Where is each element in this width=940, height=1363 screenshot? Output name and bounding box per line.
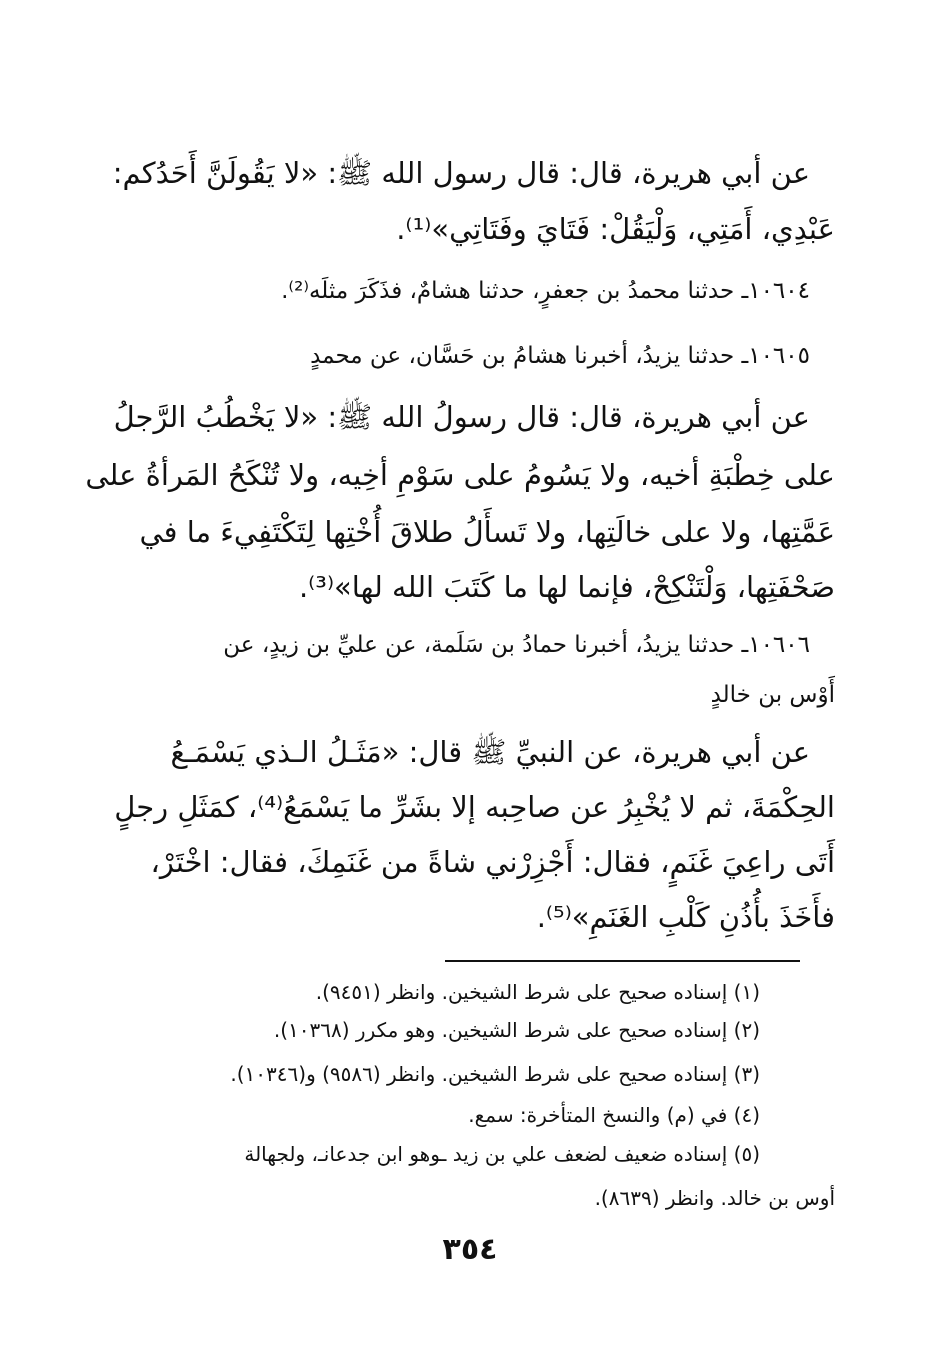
- page-number: ٣٥٤: [442, 1232, 498, 1267]
- text-line: عَمَّتِها، ولا على خالَتِها، ولا تَسأَلُ طلاقَ أُخْتِها لِتَكْتَفِيءَ ما في: [139, 515, 835, 549]
- text-line: عَبْدِي، أَمَتِي، وَلْيَقُلْ: فَتَايَ وفَتَاتِي»⁽¹⁾.: [396, 212, 835, 246]
- text-line: عن أبي هريرة، قال: قال رسولُ الله ﷺ: «لا يَخْطُبُ الرَّجلُ: [113, 400, 810, 434]
- text-line: على خِطْبَةِ أخيه، ولا يَسُومُ على سَوْمِ أخِيه، ولا تُنْكَحُ المَرأةُ على: [85, 458, 835, 492]
- hadith-isnad-10606: ١٠٦٠٦ـ حدثنا يزيدُ، أخبرنا حمادُ بن سَلَمة، عن عليِّ بن زيدٍ، عن: [223, 632, 810, 658]
- footnote-5: (٥) إسناده ضعيف لضعف علي بن زيد ـوهو ابن جدعانـ، ولجهالة: [244, 1142, 760, 1166]
- text-line: أَتَى راعِيَ غَنَمٍ، فقال: أَجْزِرْني شاةً من غَنَمِكَ، فقال: اخْتَرْ،: [150, 845, 835, 879]
- hadith-isnad-10604: ١٠٦٠٤ـ حدثنا محمدُ بن جعفرٍ، حدثنا هشامٌ، فذَكَرَ مثلَه⁽²⁾.: [281, 278, 810, 304]
- text-line: أَوْس بن خالدٍ: [710, 682, 835, 708]
- footnote-2: (٢) إسناده صحيح على شرط الشيخين. وهو مكرر (١٠٣٦٨).: [273, 1018, 760, 1042]
- footnote-1: (١) إسناده صحيح على شرط الشيخين. وانظر (٩٤٥١).: [315, 980, 760, 1004]
- hadith-isnad-10605: ١٠٦٠٥ـ حدثنا يزيدُ، أخبرنا هشامُ بن حَسَّان، عن محمدٍ: [310, 343, 810, 369]
- text-line: الحِكْمَةَ، ثم لا يُخْبِرُ عن صاحِبه إلا بشَرِّ ما يَسْمَعُ⁽⁴⁾، كمَثَلِ رجلٍ: [114, 790, 835, 824]
- text-line: عن أبي هريرة، قال: قال رسول الله ﷺ: «لا يَقُولَنَّ أَحَدُكم:: [112, 156, 810, 190]
- text-line: فأَخَذَ بأُذُنِ كَلْبِ الغَنَمِ»⁽⁵⁾.: [536, 900, 835, 934]
- text-line: صَحْفَتِها، وَلْتَنْكِحْ، فإنما لها ما كَتَبَ الله لها»⁽³⁾.: [298, 570, 835, 604]
- footnote-divider: [445, 960, 800, 962]
- footnote-4: (٤) في (م) والنسخ المتأخرة: سمع.: [468, 1103, 760, 1127]
- footnote-3: (٣) إسناده صحيح على شرط الشيخين. وانظر (٩٥٨٦) و(١٠٣٤٦).: [230, 1062, 760, 1086]
- footnote-5-continuation: أوس بن خالد. وانظر (٨٦٣٩).: [594, 1186, 835, 1210]
- text-line: عن أبي هريرة، عن النبيِّ ﷺ قال: «مَثَـلُ الـذي يَسْمَـعُ: [170, 735, 810, 769]
